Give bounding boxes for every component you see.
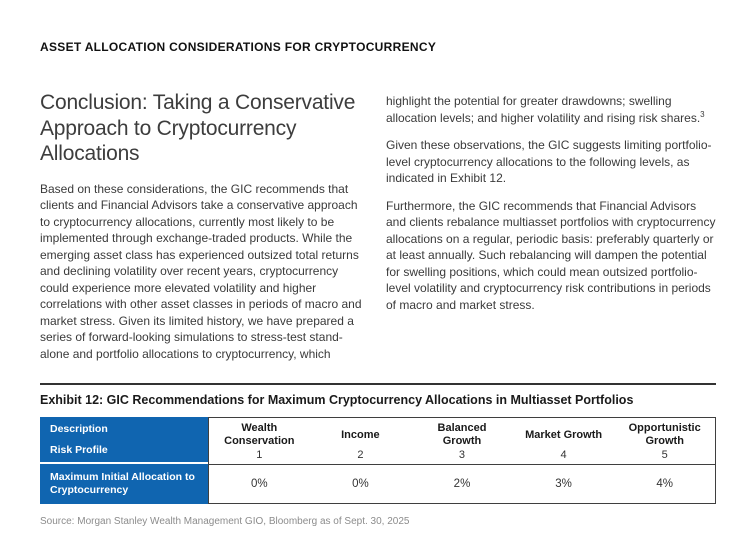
- right-column-paragraph-3: Furthermore, the GIC recommends that Financial Advisors and clients rebalance multiasset portfolios with cryptocurrency allocations on a regular, periodic basis: preferably quarterly or at least annually. Such rebalancing will dampen the potential for swelling positions, which could mean outsized portfolio-level volatility and cryptocurrency risk contributions in periods of macro and market stress.: [386, 198, 716, 312]
- description-label: Description: [50, 423, 108, 436]
- right-column-paragraph-2: Given these observations, the GIC suggests limiting portfolio-level cryptocurrency allocations to the following levels, as indicated in Exhibit 12.: [386, 138, 712, 185]
- two-column-layout: [40, 90, 716, 373]
- column-header-balanced-growth: [411, 417, 513, 464]
- section-kicker: ASSET ALLOCATION CONSIDERATIONS FOR CRYPTOCURRENCY: [40, 40, 437, 54]
- exhibit-table: [40, 417, 716, 504]
- left-column-paragraph: Based on these considerations, the GIC recommends that clients and Financial Advisors take a conservative approach to cryptocurrency allocations, currently most likely to be implemented through exchange-traded products. While the emerging asset class has experienced outsized total returns and declining volatility over recent years, cryptocurrency could experience more elevated volatility and higher correlations with other asset classes in periods of macro and market stress. Given its limited history, we have prepared a series of forward-looking simulations to stress-test stand-alone and portfolio allocations to cryptocurrency, which: [40, 181, 362, 361]
- column-name: Market Growth: [525, 428, 603, 441]
- allocation-value-income: 0%: [310, 464, 412, 504]
- right-column-paragraph-1: [386, 93, 716, 126]
- column-name: Income: [341, 428, 380, 441]
- exhibit-title: Exhibit 12: GIC Recommendations for Maximum Cryptocurrency Allocations in Multiasset Portfolios: [40, 393, 634, 408]
- risk-profile-number: 3: [458, 449, 466, 462]
- right-paragraph-1-text: highlight the potential for greater drawdowns; swelling allocation levels; and higher volatility and rising risk shares.: [386, 94, 701, 125]
- risk-profile-number: 5: [661, 449, 668, 462]
- right-column: [386, 90, 716, 373]
- column-header-market-growth: [513, 417, 615, 464]
- column-header-income: [310, 417, 412, 464]
- exhibit-divider-rule: [40, 383, 716, 385]
- allocation-value-opportunistic-growth: 4%: [614, 464, 716, 504]
- source-note: Source: Morgan Stanley Wealth Management GIO, Bloomberg as of Sept. 30, 2025: [40, 516, 410, 528]
- left-column: [40, 90, 370, 373]
- max-allocation-label: Maximum Initial Allocation to Cryptocurrency: [50, 470, 195, 497]
- column-name: Opportunistic Growth: [628, 422, 701, 447]
- allocation-value-balanced-growth: 2%: [411, 464, 513, 504]
- risk-profile-label: Risk Profile: [50, 444, 108, 457]
- allocation-value-market-growth: 3%: [513, 464, 615, 504]
- risk-profile-number: 4: [560, 449, 567, 462]
- column-name: Wealth Conservation: [224, 422, 295, 447]
- column-header-wealth-conservation: [208, 417, 310, 464]
- column-name: Balanced Growth: [437, 422, 487, 447]
- table-row-label-max-initial-allocation: [40, 464, 208, 504]
- table-row-label-description-risk-profile: [40, 417, 208, 464]
- allocation-value-wealth-conservation: 0%: [208, 464, 310, 504]
- risk-profile-number: 2: [357, 449, 364, 462]
- column-header-opportunistic-growth: [614, 417, 716, 464]
- footnote-reference: 3: [700, 109, 705, 119]
- page-title: Conclusion: Taking a Conservative Approach to Cryptocurrency Allocations: [40, 91, 356, 166]
- risk-profile-number: 1: [256, 449, 263, 462]
